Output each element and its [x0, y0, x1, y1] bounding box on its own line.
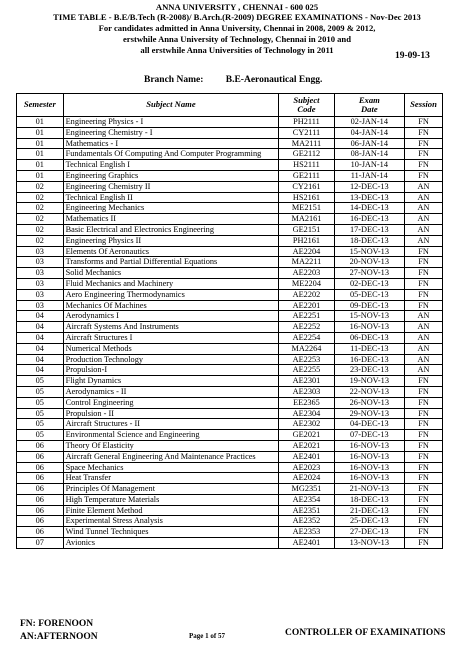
- cell-subject-name: Fundamentals Of Computing And Computer Programming: [63, 149, 279, 160]
- cell-session: FN: [405, 397, 443, 408]
- cell-session: AN: [405, 354, 443, 365]
- cell-session: AN: [405, 311, 443, 322]
- cell-exam-date: 16-NOV-13: [334, 462, 404, 473]
- cell-session: FN: [405, 376, 443, 387]
- cell-sem: 06: [17, 494, 64, 505]
- table-row: [17, 300, 443, 311]
- col-exam-date-line2: Date: [360, 104, 378, 114]
- cell-sem: 02: [17, 203, 64, 214]
- table-row: [17, 224, 443, 235]
- cell-sem: 04: [17, 354, 64, 365]
- cell-subject-name: Propulsion - II: [63, 408, 279, 419]
- cell-subject-name: Control Engineering: [63, 397, 279, 408]
- table-row: [17, 117, 443, 128]
- cell-sem: 07: [17, 538, 64, 549]
- cell-exam-date: 13-NOV-13: [334, 538, 404, 549]
- cell-exam-date: 17-DEC-13: [334, 224, 404, 235]
- cell-subject-code: AE2251: [279, 311, 334, 322]
- cell-exam-date: 02-JAN-14: [334, 117, 404, 128]
- table-row: [17, 365, 443, 376]
- header-line-5: all erstwhile Anna Universities of Technology in 2011: [140, 45, 334, 55]
- cell-sem: 05: [17, 397, 64, 408]
- issue-date: 19-09-13: [395, 51, 430, 61]
- cell-exam-date: 11-JAN-14: [334, 170, 404, 181]
- cell-session: AN: [405, 235, 443, 246]
- cell-subject-code: GE2151: [279, 224, 334, 235]
- cell-exam-date: 25-DEC-13: [334, 516, 404, 527]
- cell-exam-date: 04-JAN-14: [334, 127, 404, 138]
- cell-subject-name: Basic Electrical and Electronics Engineering: [63, 224, 279, 235]
- cell-subject-name: Space Mechanics: [63, 462, 279, 473]
- cell-subject-code: HS2111: [279, 160, 334, 171]
- cell-subject-code: AE2351: [279, 505, 334, 516]
- header-line-3: For candidates admitted in Anna University, Chennai in 2008, 2009 & 2012,: [98, 23, 376, 33]
- cell-sem: 04: [17, 332, 64, 343]
- cell-exam-date: 18-DEC-13: [334, 235, 404, 246]
- col-session: Session: [405, 94, 443, 117]
- table-row: [17, 354, 443, 365]
- cell-sem: 02: [17, 192, 64, 203]
- col-subject-name: Subject Name: [63, 94, 279, 117]
- cell-sem: 02: [17, 181, 64, 192]
- cell-subject-name: Finite Element Method: [63, 505, 279, 516]
- table-row: [17, 505, 443, 516]
- cell-subject-code: AE2021: [279, 440, 334, 451]
- cell-subject-code: GE2112: [279, 149, 334, 160]
- cell-subject-name: Engineering Chemistry II: [63, 181, 279, 192]
- col-exam-date-line1: Exam: [358, 94, 380, 105]
- cell-subject-code: GE2111: [279, 170, 334, 181]
- cell-subject-name: Engineering Physics - I: [63, 117, 279, 128]
- cell-session: AN: [405, 181, 443, 192]
- cell-exam-date: 27-NOV-13: [334, 268, 404, 279]
- table-row: [17, 235, 443, 246]
- cell-exam-date: 02-DEC-13: [334, 278, 404, 289]
- cell-session: FN: [405, 160, 443, 171]
- cell-subject-code: AE2302: [279, 419, 334, 430]
- cell-subject-code: AE2202: [279, 289, 334, 300]
- cell-session: FN: [405, 538, 443, 549]
- cell-subject-code: ME2151: [279, 203, 334, 214]
- cell-sem: 03: [17, 246, 64, 257]
- cell-subject-name: Mathematics II: [63, 214, 279, 225]
- table-row: [17, 170, 443, 181]
- cell-sem: 06: [17, 505, 64, 516]
- cell-subject-name: Avionics: [63, 538, 279, 549]
- table-row: [17, 160, 443, 171]
- branch-value: B.E-Aeronautical Engg.: [225, 75, 323, 85]
- cell-exam-date: 16-NOV-13: [334, 322, 404, 333]
- cell-subject-name: Mechanics Of Machines: [63, 300, 279, 311]
- cell-subject-code: AE2304: [279, 408, 334, 419]
- table-row: [17, 127, 443, 138]
- cell-exam-date: 12-DEC-13: [334, 181, 404, 192]
- table-row: [17, 527, 443, 538]
- cell-subject-name: Aircraft Systems And Instruments: [63, 322, 279, 333]
- cell-subject-name: Aircraft Structures - II: [63, 419, 279, 430]
- cell-sem: 05: [17, 386, 64, 397]
- cell-session: FN: [405, 246, 443, 257]
- cell-subject-code: ME2204: [279, 278, 334, 289]
- cell-sem: 06: [17, 473, 64, 484]
- legend-an: AN:AFTERNOON: [20, 632, 98, 642]
- cell-subject-code: AE2203: [279, 268, 334, 279]
- cell-exam-date: 16-DEC-13: [334, 214, 404, 225]
- cell-subject-name: Production Technology: [63, 354, 279, 365]
- cell-session: AN: [405, 332, 443, 343]
- cell-sem: 02: [17, 224, 64, 235]
- cell-session: FN: [405, 527, 443, 538]
- cell-sem: 05: [17, 408, 64, 419]
- table-row: [17, 538, 443, 549]
- table-row: [17, 419, 443, 430]
- cell-subject-name: Principles Of Management: [63, 484, 279, 495]
- cell-subject-name: Fluid Mechanics and Machinery: [63, 278, 279, 289]
- cell-subject-name: Aircraft General Engineering And Maintenance Practices: [63, 451, 279, 462]
- cell-exam-date: 22-NOV-13: [334, 386, 404, 397]
- cell-exam-date: 04-DEC-13: [334, 419, 404, 430]
- cell-exam-date: 16-NOV-13: [334, 473, 404, 484]
- cell-sem: 06: [17, 527, 64, 538]
- cell-session: AN: [405, 322, 443, 333]
- table-row: [17, 462, 443, 473]
- cell-subject-code: AE2401: [279, 538, 334, 549]
- cell-session: FN: [405, 484, 443, 495]
- cell-session: AN: [405, 343, 443, 354]
- cell-exam-date: 26-NOV-13: [334, 397, 404, 408]
- cell-exam-date: 23-DEC-13: [334, 365, 404, 376]
- cell-subject-name: Engineering Chemistry - I: [63, 127, 279, 138]
- table-row: [17, 408, 443, 419]
- cell-session: FN: [405, 462, 443, 473]
- cell-exam-date: 07-DEC-13: [334, 430, 404, 441]
- cell-subject-code: MG2351: [279, 484, 334, 495]
- cell-subject-code: AE2201: [279, 300, 334, 311]
- cell-subject-code: AE2353: [279, 527, 334, 538]
- page-number: Page 1 of 57: [189, 632, 225, 640]
- cell-sem: 03: [17, 257, 64, 268]
- cell-session: FN: [405, 138, 443, 149]
- table-row: [17, 203, 443, 214]
- cell-sem: 06: [17, 484, 64, 495]
- timetable-title: TIME TABLE - B.E/B.Tech (R-2008)/ B.Arch.(R-2009) DEGREE EXAMINATIONS - Nov-Dec 2013: [53, 12, 421, 22]
- cell-sem: 05: [17, 430, 64, 441]
- cell-subject-name: Aero Engineering Thermodynamics: [63, 289, 279, 300]
- cell-exam-date: 18-DEC-13: [334, 494, 404, 505]
- branch-line: [144, 75, 322, 85]
- cell-exam-date: 06-JAN-14: [334, 138, 404, 149]
- cell-exam-date: 21-DEC-13: [334, 505, 404, 516]
- cell-session: FN: [405, 300, 443, 311]
- cell-subject-name: Technical English II: [63, 192, 279, 203]
- table-row: [17, 473, 443, 484]
- cell-subject-name: Environmental Science and Engineering: [63, 430, 279, 441]
- cell-session: AN: [405, 224, 443, 235]
- cell-subject-name: Engineering Physics II: [63, 235, 279, 246]
- cell-subject-code: AE2401: [279, 451, 334, 462]
- table-header-row: [17, 94, 443, 117]
- cell-subject-code: MA2211: [279, 257, 334, 268]
- cell-sem: 06: [17, 516, 64, 527]
- cell-subject-name: Aerodynamics I: [63, 311, 279, 322]
- cell-subject-code: AE2352: [279, 516, 334, 527]
- cell-session: AN: [405, 192, 443, 203]
- cell-session: FN: [405, 149, 443, 160]
- cell-exam-date: 05-DEC-13: [334, 289, 404, 300]
- cell-session: FN: [405, 473, 443, 484]
- cell-session: AN: [405, 214, 443, 225]
- table-row: [17, 257, 443, 268]
- cell-subject-name: Solid Mechanics: [63, 268, 279, 279]
- timetable: [16, 93, 443, 549]
- cell-subject-name: Propulsion-I: [63, 365, 279, 376]
- table-row: [17, 516, 443, 527]
- cell-subject-code: MA2264: [279, 343, 334, 354]
- cell-exam-date: 14-DEC-13: [334, 203, 404, 214]
- col-subject-code-line2: Code: [297, 104, 316, 114]
- cell-subject-code: AE2303: [279, 386, 334, 397]
- cell-subject-code: EE2365: [279, 397, 334, 408]
- col-subject-code: [279, 94, 334, 117]
- table-row: [17, 494, 443, 505]
- cell-subject-name: Aircraft Structures I: [63, 332, 279, 343]
- cell-sem: 04: [17, 365, 64, 376]
- cell-session: FN: [405, 278, 443, 289]
- cell-subject-name: Elements Of Aeronautics: [63, 246, 279, 257]
- table-row: [17, 484, 443, 495]
- col-exam-date: [334, 94, 404, 117]
- cell-subject-name: High Temperature Materials: [63, 494, 279, 505]
- controller-signature: CONTROLLER OF EXAMINATIONS: [285, 628, 446, 638]
- cell-sem: 01: [17, 160, 64, 171]
- table-row: [17, 289, 443, 300]
- cell-session: FN: [405, 430, 443, 441]
- cell-subject-code: HS2161: [279, 192, 334, 203]
- cell-subject-code: GE2021: [279, 430, 334, 441]
- cell-subject-code: CY2161: [279, 181, 334, 192]
- cell-session: FN: [405, 268, 443, 279]
- cell-exam-date: 16-DEC-13: [334, 354, 404, 365]
- table-row: [17, 322, 443, 333]
- cell-subject-name: Theory Of Elasticity: [63, 440, 279, 451]
- cell-subject-code: AE2252: [279, 322, 334, 333]
- cell-subject-code: AE2255: [279, 365, 334, 376]
- cell-session: FN: [405, 419, 443, 430]
- cell-session: FN: [405, 408, 443, 419]
- cell-subject-code: AE2023: [279, 462, 334, 473]
- table-row: [17, 214, 443, 225]
- table-row: [17, 451, 443, 462]
- cell-exam-date: 15-NOV-13: [334, 311, 404, 322]
- table-row: [17, 278, 443, 289]
- legend-fn: FN: FORENOON: [20, 619, 94, 629]
- cell-sem: 03: [17, 278, 64, 289]
- table-row: [17, 192, 443, 203]
- table-row: [17, 397, 443, 408]
- table-row: [17, 311, 443, 322]
- cell-sem: 01: [17, 127, 64, 138]
- cell-sem: 01: [17, 117, 64, 128]
- table-row: [17, 268, 443, 279]
- cell-exam-date: 15-NOV-13: [334, 246, 404, 257]
- cell-exam-date: 29-NOV-13: [334, 408, 404, 419]
- cell-subject-code: PH2161: [279, 235, 334, 246]
- cell-subject-name: Flight Dynamics: [63, 376, 279, 387]
- cell-sem: 04: [17, 311, 64, 322]
- cell-exam-date: 10-JAN-14: [334, 160, 404, 171]
- cell-session: FN: [405, 505, 443, 516]
- cell-session: FN: [405, 117, 443, 128]
- cell-sem: 01: [17, 170, 64, 181]
- cell-sem: 03: [17, 268, 64, 279]
- col-subject-code-line1: Subject: [293, 94, 320, 105]
- cell-subject-code: AE2354: [279, 494, 334, 505]
- table-row: [17, 430, 443, 441]
- table-row: [17, 440, 443, 451]
- cell-session: FN: [405, 494, 443, 505]
- cell-subject-name: Numerical Methods: [63, 343, 279, 354]
- cell-sem: 02: [17, 214, 64, 225]
- cell-sem: 01: [17, 149, 64, 160]
- branch-label: Branch Name:: [144, 75, 204, 85]
- cell-subject-name: Engineering Graphics: [63, 170, 279, 181]
- cell-subject-name: Mathematics - I: [63, 138, 279, 149]
- cell-subject-name: Aerodynamics - II: [63, 386, 279, 397]
- cell-subject-code: AE2253: [279, 354, 334, 365]
- table-row: [17, 181, 443, 192]
- cell-exam-date: 11-DEC-13: [334, 343, 404, 354]
- cell-exam-date: 19-NOV-13: [334, 376, 404, 387]
- table-row: [17, 343, 443, 354]
- cell-exam-date: 06-DEC-13: [334, 332, 404, 343]
- cell-subject-code: MA2161: [279, 214, 334, 225]
- cell-session: FN: [405, 257, 443, 268]
- cell-subject-code: AE2204: [279, 246, 334, 257]
- cell-sem: 06: [17, 451, 64, 462]
- cell-exam-date: 16-NOV-13: [334, 440, 404, 451]
- cell-subject-name: Engineering Mechanics: [63, 203, 279, 214]
- cell-session: FN: [405, 451, 443, 462]
- table-row: [17, 246, 443, 257]
- cell-subject-code: AE2301: [279, 376, 334, 387]
- cell-exam-date: 21-NOV-13: [334, 484, 404, 495]
- cell-session: FN: [405, 516, 443, 527]
- cell-sem: 01: [17, 138, 64, 149]
- table-row: [17, 376, 443, 387]
- cell-sem: 03: [17, 300, 64, 311]
- cell-subject-code: AE2254: [279, 332, 334, 343]
- table-row: [17, 386, 443, 397]
- cell-exam-date: 08-JAN-14: [334, 149, 404, 160]
- cell-sem: 06: [17, 462, 64, 473]
- cell-sem: 05: [17, 419, 64, 430]
- cell-session: FN: [405, 127, 443, 138]
- cell-sem: 04: [17, 322, 64, 333]
- cell-session: FN: [405, 289, 443, 300]
- table-body: [17, 117, 443, 549]
- col-semester: Semester: [17, 94, 64, 117]
- cell-sem: 06: [17, 440, 64, 451]
- cell-exam-date: 09-DEC-13: [334, 300, 404, 311]
- cell-exam-date: 13-DEC-13: [334, 192, 404, 203]
- cell-sem: 05: [17, 376, 64, 387]
- cell-sem: 03: [17, 289, 64, 300]
- cell-exam-date: 27-DEC-13: [334, 527, 404, 538]
- cell-subject-name: Transforms and Partial Differential Equations: [63, 257, 279, 268]
- cell-session: AN: [405, 203, 443, 214]
- cell-subject-code: PH2111: [279, 117, 334, 128]
- cell-subject-name: Heat Transfer: [63, 473, 279, 484]
- table-row: [17, 149, 443, 160]
- cell-session: FN: [405, 440, 443, 451]
- cell-subject-name: Technical English I: [63, 160, 279, 171]
- cell-subject-name: Experimental Stress Analysis: [63, 516, 279, 527]
- legend: [20, 618, 98, 644]
- cell-sem: 02: [17, 235, 64, 246]
- cell-exam-date: 20-NOV-13: [334, 257, 404, 268]
- cell-session: FN: [405, 170, 443, 181]
- cell-session: FN: [405, 386, 443, 397]
- cell-sem: 04: [17, 343, 64, 354]
- header-line-4: erstwhile Anna University of Technology, Chennai in 2010 and: [122, 34, 351, 44]
- cell-exam-date: 16-NOV-13: [334, 451, 404, 462]
- cell-subject-code: AE2024: [279, 473, 334, 484]
- university-name: ANNA UNIVERSITY , CHENNAI - 600 025: [155, 2, 319, 12]
- cell-subject-code: CY2111: [279, 127, 334, 138]
- cell-session: AN: [405, 365, 443, 376]
- table-row: [17, 332, 443, 343]
- cell-subject-name: Wind Tunnel Techniques: [63, 527, 279, 538]
- cell-subject-code: MA2111: [279, 138, 334, 149]
- table-row: [17, 138, 443, 149]
